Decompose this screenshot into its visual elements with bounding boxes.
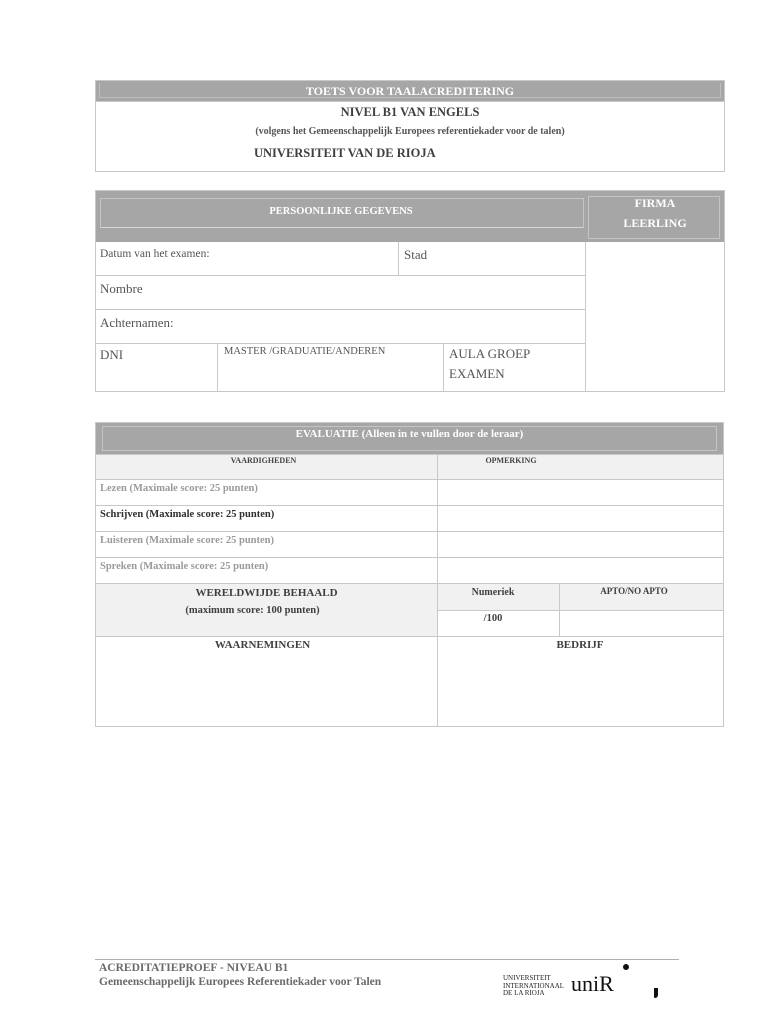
skill-reading-label: Lezen (Maximale score: 25 punten)	[100, 483, 258, 494]
row-divider-1	[96, 275, 585, 276]
skill-writing-label: Schrijven (Maximale score: 25 punten)	[100, 509, 275, 520]
logo-text-line1: UNIVERSITEIT	[503, 974, 551, 982]
writing-remark-cell[interactable]	[438, 506, 723, 531]
observations-label: WAARNEMINGEN	[214, 639, 311, 651]
program-field[interactable]: MASTER /GRADUATIE/ANDEREN	[224, 346, 386, 357]
signature-heading-line1: FIRMA	[634, 196, 676, 210]
surname-field[interactable]: Achternamen:	[100, 315, 174, 330]
unir-logo-dot-icon	[623, 964, 629, 970]
header-university: UNIVERSITEIT VAN DE RIOJA	[254, 146, 436, 160]
row-divider-3	[96, 343, 585, 344]
speaking-remark-cell[interactable]	[438, 558, 723, 583]
signature-heading-bar	[586, 191, 724, 242]
numeric-score-field[interactable]: /100	[483, 613, 503, 624]
apto-header: APTO/NO APTO	[600, 586, 668, 596]
listening-remark-cell[interactable]	[438, 532, 723, 557]
apto-field[interactable]	[560, 611, 723, 636]
personal-data-heading: PERSOONLIJKE GEGEVENS	[269, 206, 413, 217]
reading-remark-cell[interactable]	[438, 480, 723, 505]
unir-logo-brand: uniR	[571, 971, 614, 996]
evaluation-heading: EVALUATIE (Alleen in te vullen door de leraar)	[295, 428, 524, 440]
personal-data-heading-bar	[96, 191, 586, 242]
unir-logo-wordmark	[503, 975, 564, 998]
program-room-divider	[443, 343, 444, 392]
row-divider-2	[96, 309, 585, 310]
evaluation-table	[95, 422, 724, 727]
grid-line	[96, 454, 723, 455]
signature-heading-line2: LEERLING	[623, 216, 687, 230]
header-title: TOETS VOOR TAALACREDITERING	[305, 84, 515, 98]
dni-program-divider	[217, 343, 218, 392]
footer-line1: ACREDITATIEPROEF - NIVEAU B1	[99, 962, 289, 974]
city-field[interactable]: Stad	[404, 247, 428, 262]
company-label: BEDRIJF	[556, 639, 604, 651]
personal-data-box	[95, 190, 725, 392]
name-field[interactable]: Nombre	[100, 281, 143, 296]
company-field[interactable]	[438, 655, 722, 725]
numeric-score-header: Numeriek	[471, 587, 515, 598]
logo-text-line3: DE LA RIOJA	[503, 989, 545, 997]
evaluation-heading-bar	[96, 423, 723, 454]
header-title-bar	[96, 81, 724, 102]
global-score-label: WERELDWIJDE BEHAALD	[195, 587, 338, 599]
grid-line	[96, 583, 723, 584]
global-score-subtitle: (maximum score: 100 punten)	[185, 605, 320, 616]
dni-field[interactable]: DNI	[100, 347, 124, 362]
unir-logo-tick-icon	[654, 988, 658, 998]
footer-line2: Gemeenschappelijk Europees Referentiekader voor Talen	[99, 976, 382, 988]
header-subtitle: (volgens het Gemeenschappelijk Europees referentiekader voor de talen)	[255, 126, 565, 137]
skill-listening-label: Luisteren (Maximale score: 25 punten)	[100, 535, 275, 546]
remark-column-header: OPMERKING	[485, 456, 537, 465]
signature-area[interactable]	[586, 243, 724, 391]
header-level: NIVEL B1 VAN ENGELS	[340, 105, 480, 119]
skill-speaking-label: Spreken (Maximale score: 25 punten)	[100, 561, 269, 572]
date-city-divider	[398, 242, 399, 275]
logo-text-line2: INTERNATIONAAL	[503, 981, 565, 990]
observations-field[interactable]	[97, 655, 436, 725]
footer-rule	[95, 959, 679, 960]
room-field-line2: EXAMEN	[449, 366, 505, 381]
room-field-line1[interactable]: AULA GROEP	[449, 346, 531, 361]
grid-line	[96, 636, 723, 637]
skills-column-header: VAARDIGHEDEN	[230, 456, 297, 465]
exam-header-box	[95, 80, 725, 172]
exam-date-field[interactable]: Datum van het examen:	[100, 248, 210, 260]
